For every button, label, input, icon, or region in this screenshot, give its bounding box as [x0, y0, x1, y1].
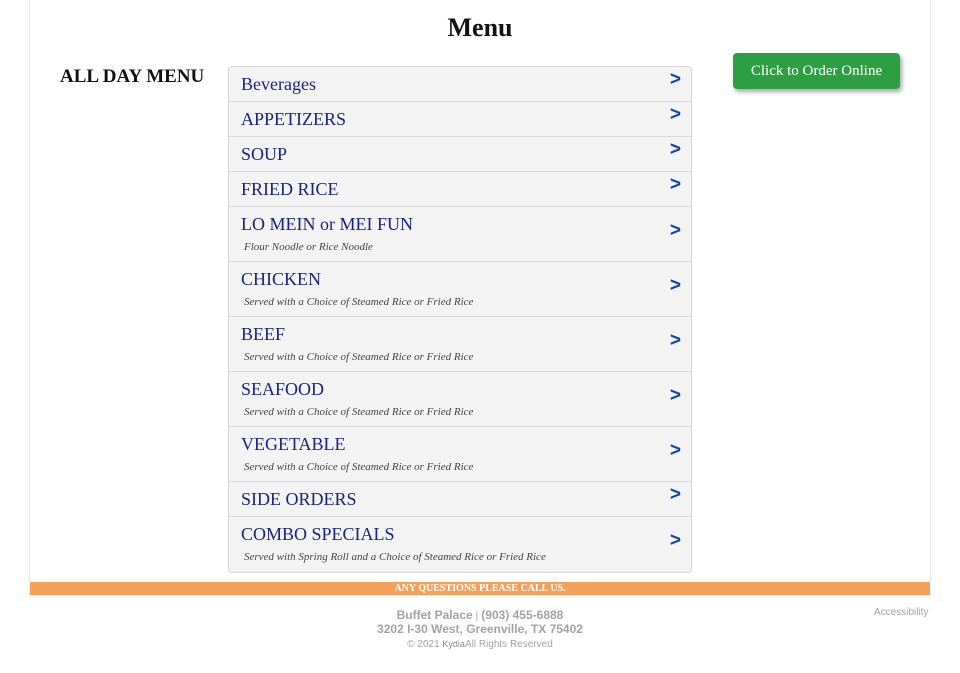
phone-link[interactable]: (903) 455-6888: [481, 608, 564, 622]
category-description: Served with Spring Roll and a Choice of Steamed Rice or Fried Rice: [244, 551, 546, 563]
chevron-right-icon: >: [669, 484, 681, 505]
page-title: Menu: [447, 13, 513, 42]
category-appetizers[interactable]: [229, 102, 691, 137]
footer-contact: [0, 608, 960, 622]
category-description: Served with a Choice of Steamed Rice or Fried Rice: [244, 351, 474, 363]
chevron-right-icon: >: [669, 139, 681, 160]
category-list: [228, 66, 692, 573]
category-lo-mein[interactable]: [229, 207, 691, 262]
category-soup[interactable]: [229, 137, 691, 172]
chevron-right-icon: >: [669, 174, 681, 195]
category-label: BEEF: [241, 324, 286, 344]
chevron-right-icon: >: [669, 385, 681, 406]
copyright-text: © 2021: [407, 639, 440, 650]
category-label: VEGETABLE: [241, 434, 346, 454]
footer-address[interactable]: 3202 I-30 West, Greenville, TX 75402: [377, 622, 583, 636]
chevron-right-icon: >: [669, 104, 681, 125]
category-chicken[interactable]: [229, 262, 691, 317]
category-vegetable[interactable]: [229, 427, 691, 482]
chevron-right-icon: >: [669, 530, 681, 551]
rights-text: All Rights Reserved: [464, 639, 553, 650]
category-label: LO MEIN or MEI FUN: [241, 214, 413, 234]
category-label: FRIED RICE: [241, 179, 339, 199]
category-label: SIDE ORDERS: [241, 489, 357, 509]
chevron-right-icon: >: [669, 275, 681, 296]
category-seafood[interactable]: [229, 372, 691, 427]
business-name: Buffet Palace: [396, 608, 473, 622]
category-description: Served with a Choice of Steamed Rice or Fried Rice: [244, 296, 474, 308]
brand-link[interactable]: Kydia: [442, 639, 465, 649]
menu-name[interactable]: ALL DAY MENU: [60, 66, 205, 87]
order-online-button[interactable]: Click to Order Online: [733, 53, 900, 89]
category-side-orders[interactable]: [229, 482, 691, 517]
category-label: Beverages: [241, 74, 316, 94]
category-description: Served with a Choice of Steamed Rice or Fried Rice: [244, 406, 474, 418]
footer-copyright: [0, 639, 960, 650]
chevron-right-icon: >: [669, 220, 681, 241]
category-beverages[interactable]: [229, 67, 691, 102]
chevron-right-icon: >: [669, 69, 681, 90]
category-label: CHICKEN: [241, 269, 321, 289]
category-description: Flour Noodle or Rice Noodle: [244, 241, 373, 253]
category-combo-specials[interactable]: [229, 517, 691, 572]
category-label: APPETIZERS: [241, 109, 347, 129]
category-label: SOUP: [241, 144, 288, 164]
category-label: COMBO SPECIALS: [241, 524, 395, 544]
footer-separator: |: [475, 611, 479, 622]
call-us-banner: ANY QUESTIONS PLEASE CALL US.: [30, 582, 930, 595]
chevron-right-icon: >: [669, 440, 681, 461]
category-description: Served with a Choice of Steamed Rice or Fried Rice: [244, 461, 474, 473]
chevron-right-icon: >: [669, 330, 681, 351]
category-fried-rice[interactable]: [229, 172, 691, 207]
accessibility-link[interactable]: Accessibility: [874, 607, 929, 618]
category-beef[interactable]: [229, 317, 691, 372]
category-label: SEAFOOD: [241, 379, 325, 399]
